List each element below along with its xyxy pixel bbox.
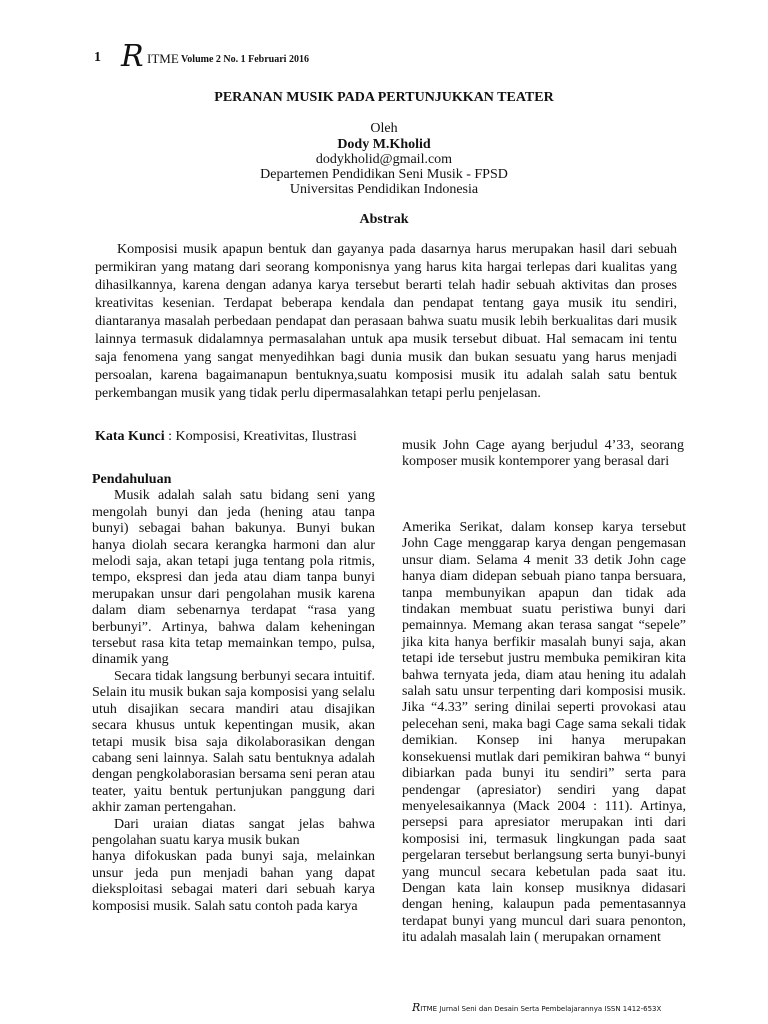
- journal-volume: Volume 2 No. 1 Februari 2016: [181, 54, 309, 65]
- right-column-top: [402, 438, 684, 471]
- paragraph: musik John Cage ayang berjudul 4’33, seorang komposer musik kontemporer yang berasal dari: [402, 438, 684, 470]
- journal-logo-tail: ITME: [147, 51, 179, 66]
- footer-logo-tail: ITME: [420, 1005, 438, 1013]
- left-column: [92, 472, 375, 915]
- author-department: Departemen Pendidikan Seni Musik - FPSD: [260, 167, 508, 182]
- author-university: Universitas Pendidikan Indonesia: [289, 182, 479, 197]
- footer-text: Jurnal Seni dan Desain Serta Pembelajarannya ISSN 1412-653X: [439, 1005, 662, 1013]
- footer-logo-letter: R: [412, 1001, 421, 1014]
- page-footer: [412, 1001, 661, 1014]
- keywords-text: : Komposisi, Kreativitas, Ilustrasi: [168, 429, 357, 444]
- right-column: [402, 520, 686, 947]
- journal-logo-letter: R: [121, 39, 144, 74]
- paragraph: Amerika Serikat, dalam konsep karya tersebut John Cage menggarap karya dengan pengemasan unsur diam. Selama 4 menit 33 detik John cage hanya diam didepan sebuah piano tanpa bersuara, tanpa membunyikan apapun dan tidak ada tindakan membuat suatu peristiwa bunyi dari pemainnya. Memang akan terasa sangat “sepele” jika kita hanya berfikir masalah bunyi saja, akan tetapi ide tersebut justru membuka pemikiran kita bahwa ternyata jeda, diam atau hening itu adalah salah satu unsur terpenting dari komposisi musik. Jika “4.33” sering dinilai seperti provokasi atau pelecehan seni, maka bagi Cage sama sekali tidak demikian. Konsep ini hanya merupakan konsekuensi mutlak dari pemikiran bahwa “ bunyi dibiarkan pada bunyi itu sendiri” serta para pendengar (apresiator) sendiri yang dapat menyelesaikannya (Mack 2004 : 111). Artinya, persepsi para apresiator merupakan inti dari komposisi ini, termasuk lingkungan pada saat pergelaran tersebut berlangsung serta bunyi-bunyi yang muncul secara kebetulan pada saat itu. Dengan kata lain konsep musiknya didasari dengan hening, kalaupun pada pementasannya terdapat bunyi yang muncul dari suara penonton, itu adalah masalah lain ( merupakan ornament: [402, 520, 686, 946]
- section-heading: Pendahuluan: [92, 472, 172, 487]
- paragraph: Dari uraian diatas sangat jelas bahwa pengolahan suatu karya musik bukan: [92, 816, 375, 848]
- paragraph: Secara tidak langsung berbunyi secara intuitif. Selain itu musik bukan saja komposisi yang selalu utuh disajikan secara mandiri atau disajikan secara khusus untuk kepentingan musik, akan tetapi musik bisa saja dikolaborasikan dengan cabang seni lainnya. Salah satu bentuknya adalah dengan pengkolaborasian bersama seni peran atau teater, yaitu bentuk pertunjukan panggung dari akhir zaman pertengahan.: [92, 668, 375, 816]
- paragraph: Musik adalah salah satu bidang seni yang mengolah bunyi dan jeda (hening atau tanpa bunyi) sebagai bahan bakunya. Bunyi bukan hanya diolah secara kerangka harmoni dan alur melodi saja, akan tetapi juga tentang pola ritmis, tempo, ekspresi dan jeda atau diam tanpa bunyi merupakan unsur dari pengolahan musik karena dalam diam sebenarnya terdapat “rasa yang berbunyi”. Artinya, bahwa dalam keheningan tersebut rasa kita tetap memainkan tempo, pulsa, dinamik yang: [92, 488, 375, 668]
- keywords: [95, 429, 357, 445]
- abstract-heading: Abstrak: [359, 212, 409, 227]
- abstract-body: [95, 241, 677, 403]
- page-number: 1: [94, 50, 101, 65]
- paragraph: hanya difokuskan pada bunyi saja, melainkan unsur jeda pun menjadi bahan yang dapat dieksploitasi sebagai materi dari sebuah karya komposisi musik. Salah satu contoh pada karya: [92, 849, 375, 914]
- keywords-label: Kata Kunci: [95, 429, 165, 444]
- abstract-text: Komposisi musik apapun bentuk dan gayanya pada dasarnya harus merupakan hasil dari sebuah permikiran yang matang dari seorang komponisnya yang harus kita hargai terlepas dari kualitas yang dihasilkannya, karena dengan adanya karya tersebut berarti telah hadir sebuah aktivitas dan proses kreativitas kesenian. Terdapat beberapa kendala dan pendapat tentang gaya musik itu sendiri, diantaranya masalah perbedaan pendapat dan perasaan bahwa suatu musik lebih berkualitas dari musik lainnya termasuk didalamnya permasalahan untuk apa musik tersebut dibuat. Hal semacam ini tentu saja fenomena yang sangat menyedihkan bagi dunia musik dan bukan sesuatu yang harus menjadi persoalan, karena bagaimanapun bentuknya,suatu komposisi musik itu adalah salah satu bentuk perkembangan musik yang tidak perlu dipermasalahkan tetapi perlu penjelasan.: [95, 242, 677, 401]
- paper-title: PERANAN MUSIK PADA PERTUNJUKKAN TEATER: [214, 90, 554, 105]
- author-by: Oleh: [370, 121, 398, 136]
- author-email: dodykholid@gmail.com: [315, 152, 453, 167]
- author-name: Dody M.Kholid: [337, 137, 431, 152]
